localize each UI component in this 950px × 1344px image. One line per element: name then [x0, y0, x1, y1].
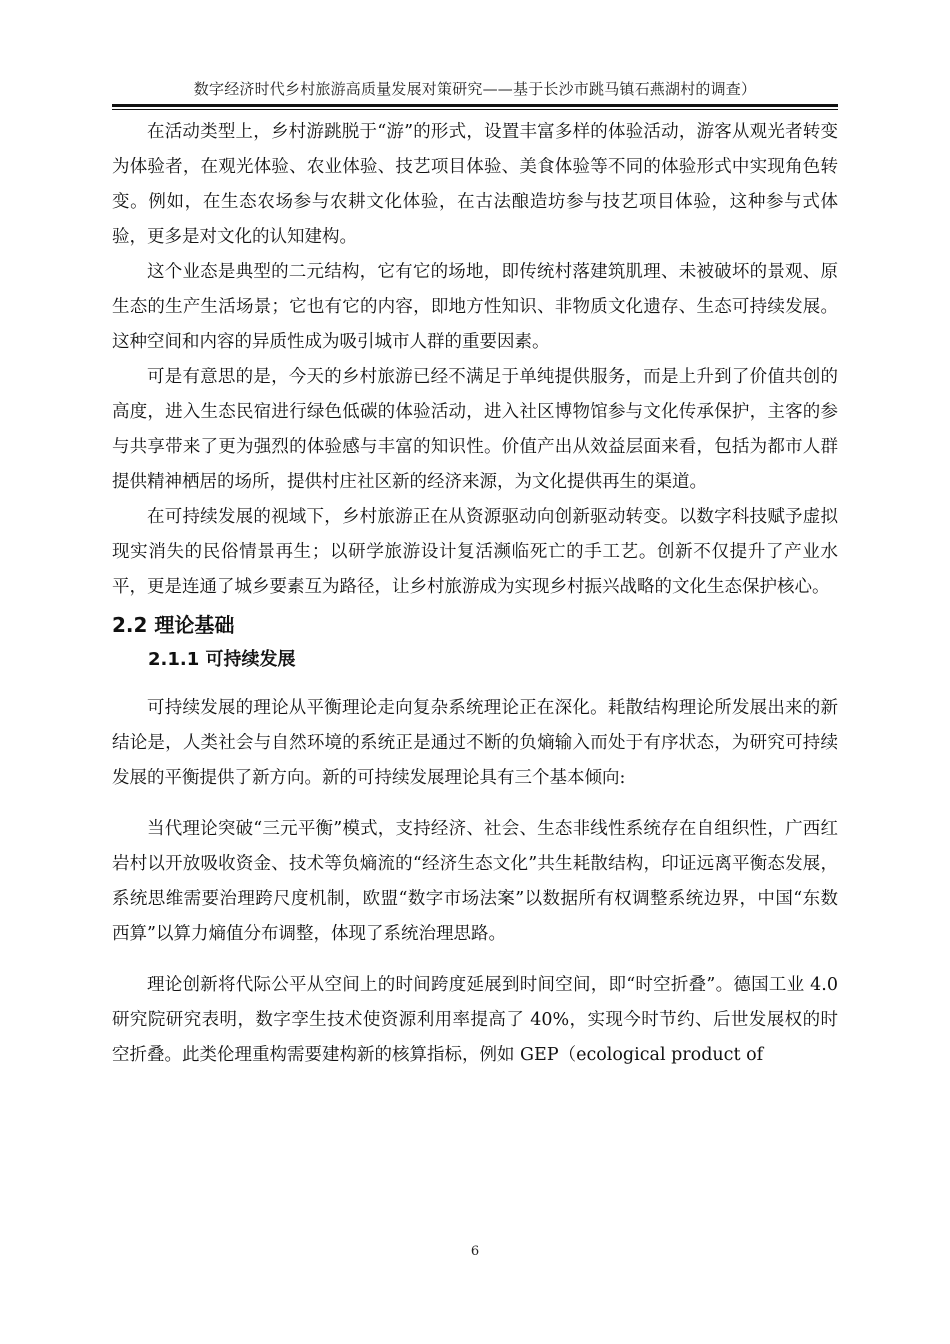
paragraph-dual-structure: 这个业态是典型的二元结构，它有它的场地，即传统村落建筑肌理、未被破坏的景观、原生态的生产生活场景；它也有它的内容，即地方性知识、非物质文化遗存、生态可持续发展。这种空间和内容的异质性成为吸引城市人群的重要因素。 — [112, 262, 838, 352]
header-rule-thick — [112, 104, 838, 107]
paragraph-spacetime-fold: 理论创新将代际公平从空间上的时间跨度延展到时间空间，即“时空折叠”。德国工业 4.0 研究院研究表明，数字孪生技术使资源利用率提高了 40%，实现今时节约、后世发展权的时空折叠。此类伦理重构需要建构新的核算指标，例如 GEP（ecological product of — [112, 975, 838, 1065]
paragraph-innovation-driven: 在可持续发展的视域下，乡村旅游正在从资源驱动向创新驱动转变。以数字科技赋予虚拟现实消失的民俗情景再生；以研学旅游设计复活濒临死亡的手工艺。创新不仅提升了产业水平，更是连通了城乡要素互为路径，让乡村旅游成为实现乡村振兴战略的文化生态保护核心。 — [112, 507, 838, 597]
section-heading: 2.2 理论基础 — [112, 613, 235, 637]
paragraph-value-cocreation: 可是有意思的是，今天的乡村旅游已经不满足于单纯提供服务，而是上升到了价值共创的高度，进入生态民宿进行绿色低碳的体验活动，进入社区博物馆参与文化传承保护，主客的参与共享带来了更为强烈的体验感与丰富的知识性。价值产出从效益层面来看，包括为都市人群提供精神栖居的场所，提供村庄社区新的经济来源，为文化提供再生的渠道。 — [112, 367, 838, 492]
page-number: 6 — [470, 1244, 480, 1259]
subsection-heading: 2.1.1 可持续发展 — [148, 649, 296, 670]
paragraph-sustainability-theory: 可持续发展的理论从平衡理论走向复杂系统理论正在深化。耗散结构理论所发展出来的新结论是，人类社会与自然环境的系统正是通过不断的负熵输入而处于有序状态，为研究可持续发展的平衡提供了新方向。新的可持续发展理论具有三个基本倾向: — [112, 698, 838, 788]
paragraph-three-balance: 当代理论突破“三元平衡”模式，支持经济、社会、生态非线性系统存在自组织性，广西红岩村以开放吸收资金、技术等负熵流的“经济生态文化”共生耗散结构，印证远离平衡态发展，系统思维需要治理跨尺度机制，欧盟“数字市场法案”以数据所有权调整系统边界，中国“东数西算”以算力熵值分布调整，体现了系统治理思路。 — [112, 819, 838, 944]
header-rule-thin — [112, 109, 838, 110]
body-text — [112, 115, 838, 1073]
running-header: 数字经济时代乡村旅游高质量发展对策研究——基于长沙市跳马镇石燕湖村的调查） — [193, 80, 757, 98]
paragraph-activity-types: 在活动类型上，乡村游跳脱于“游”的形式，设置丰富多样的体验活动，游客从观光者转变为体验者，在观光体验、农业体验、技艺项目体验、美食体验等不同的体验形式中实现角色转变。例如，在生态农场参与农耕文化体验，在古法酿造坊参与技艺项目体验，这种参与式体验，更多是对文化的认知建构。 — [112, 122, 838, 247]
